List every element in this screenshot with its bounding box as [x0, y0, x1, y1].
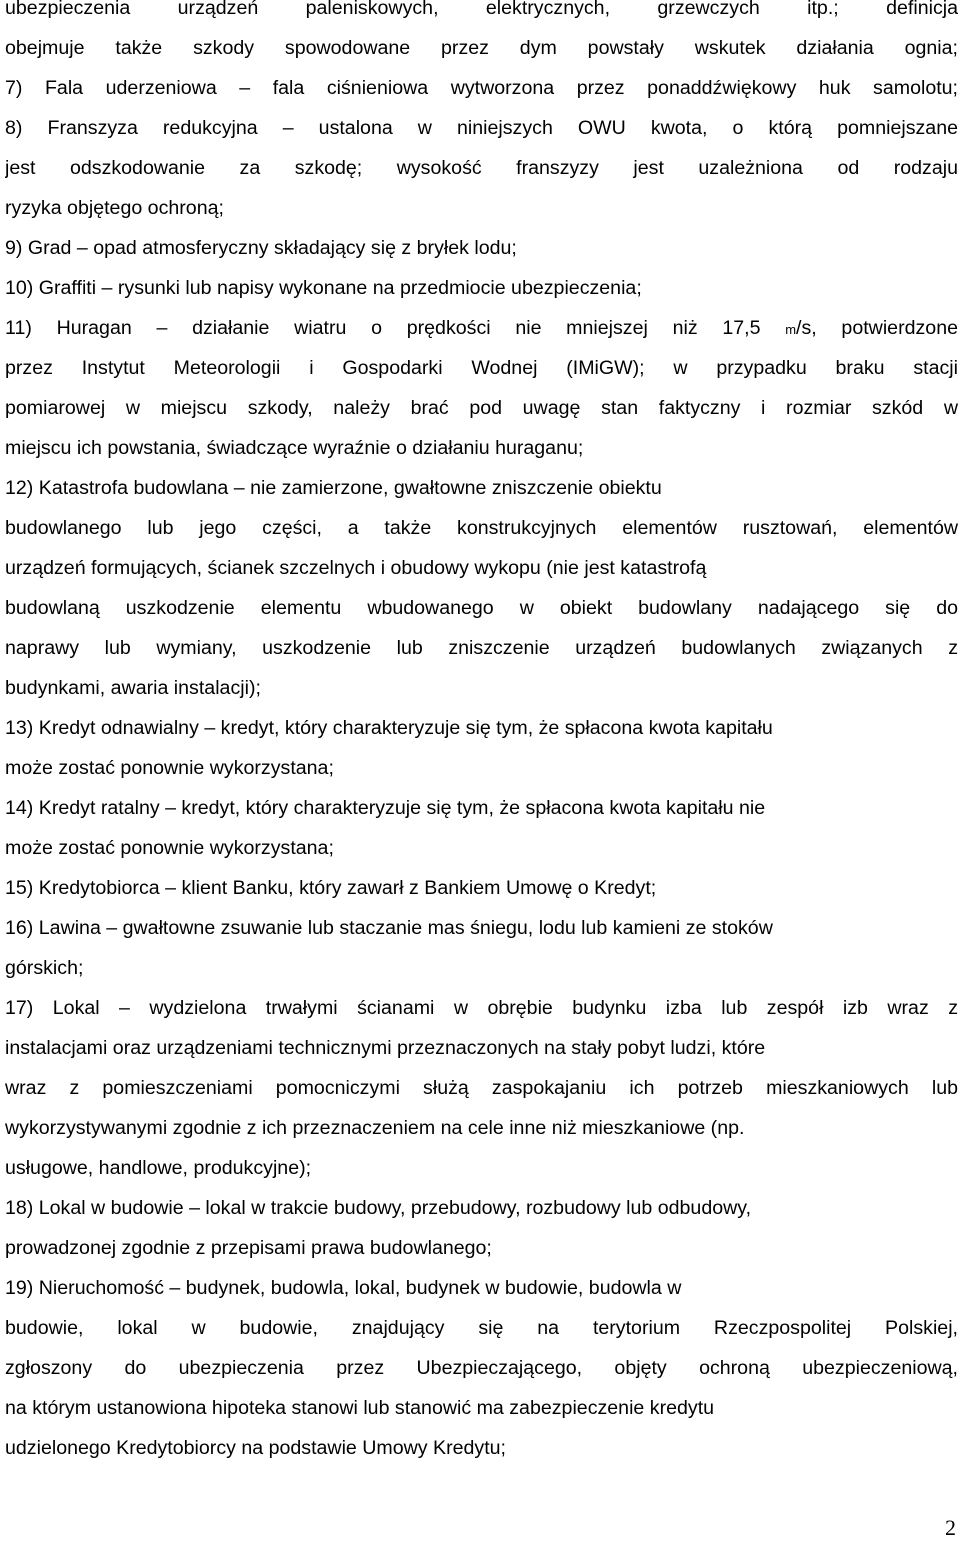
text-segment: 11) Huragan – działanie wiatru o prędkości nie mniejszej niż 17,5 [5, 317, 786, 339]
text-line: może zostać ponownie wykorzystana; [5, 837, 334, 859]
text-segment: /s, potwierdzone [796, 317, 958, 339]
text-line: instalacjami oraz urządzeniami technicznymi przeznaczonych na stały pobyt ludzi, które [5, 1037, 766, 1059]
text-line: 10) Graffiti – rysunki lub napisy wykonane na przedmiocie ubezpieczenia; [5, 277, 642, 299]
text-line: 8) Franszyza redukcyjna – ustalona w niniejszych OWU kwota, o którą pomniejszane [5, 117, 958, 139]
text-line: pomiarowej w miejscu szkody, należy brać pod uwagę stan faktyczny i rozmiar szkód w [5, 397, 958, 419]
text-line: budowlanego lub jego części, a także konstrukcyjnych elementów rusztowań, elementów [5, 517, 958, 539]
text-line: 18) Lokal w budowie – lokal w trakcie budowy, przebudowy, rozbudowy lub odbudowy, [5, 1197, 752, 1219]
text-line [5, 308, 958, 348]
text-line: udzielonego Kredytobiorcy na podstawie Umowy Kredytu; [5, 1437, 506, 1459]
text-line: ryzyka objętego ochroną; [5, 197, 224, 219]
text-line: urządzeń formujących, ścianek szczelnych i obudowy wykopu (nie jest katastrofą [5, 557, 707, 579]
text-line: miejscu ich powstania, świadczące wyraźnie o działaniu huraganu; [5, 437, 584, 459]
text-line: 14) Kredyt ratalny – kredyt, który charakteryzuje się tym, że spłacona kwota kapitału nie [5, 797, 766, 819]
text-line: przez Instytut Meteorologii i Gospodarki Wodnej (IMiGW); w przypadku braku stacji [5, 357, 958, 379]
text-line: 16) Lawina – gwałtowne zsuwanie lub staczanie mas śniegu, lodu lub kamieni ze stoków [5, 917, 773, 939]
text-line: zgłoszony do ubezpieczenia przez Ubezpieczającego, objęty ochroną ubezpieczeniową, [5, 1357, 958, 1379]
text-line: górskich; [5, 957, 84, 979]
text-line: 13) Kredyt odnawialny – kredyt, który charakteryzuje się tym, że spłacona kwota kapitału [5, 717, 773, 739]
text-line: usługowe, handlowe, produkcyjne); [5, 1157, 312, 1179]
unit-text: m [785, 322, 797, 337]
text-line: obejmuje także szkody spowodowane przez dym powstały wskutek działania ognia; [5, 37, 958, 59]
text-line: 12) Katastrofa budowlana – nie zamierzone, gwałtowne zniszczenie obiektu [5, 477, 662, 499]
page-number: 2 [945, 1515, 956, 1540]
text-line: 9) Grad – opad atmosferyczny składający się z bryłek lodu; [5, 237, 517, 259]
text-line: ubezpieczenia urządzeń paleniskowych, elektrycznych, grzewczych itp.; definicja [5, 0, 958, 19]
text-line: jest odszkodowanie za szkodę; wysokość franszyzy jest uzależniona od rodzaju [5, 157, 958, 179]
text-line: wraz z pomieszczeniami pomocniczymi służą zaspokajaniu ich potrzeb mieszkaniowych lub [5, 1077, 958, 1099]
text-line: 15) Kredytobiorca – klient Banku, który zawarł z Bankiem Umowę o Kredyt; [5, 877, 657, 899]
document-page [5, 0, 958, 1468]
text-line: 17) Lokal – wydzielona trwałymi ścianami w obrębie budynku izba lub zespół izb wraz z [5, 997, 958, 1019]
text-line: budowlaną uszkodzenie elementu wbudowanego w obiekt budowlany nadającego się do [5, 597, 958, 619]
text-line: wykorzystywanymi zgodnie z ich przeznaczeniem na cele inne niż mieszkaniowe (np. [5, 1117, 745, 1139]
text-line: 7) Fala uderzeniowa – fala ciśnieniowa wytworzona przez ponaddźwiękowy huk samolotu; [5, 77, 958, 99]
text-line: naprawy lub wymiany, uszkodzenie lub zniszczenie urządzeń budowlanych związanych z [5, 637, 958, 659]
text-line: prowadzonej zgodnie z przepisami prawa budowlanego; [5, 1237, 492, 1259]
text-line: 19) Nieruchomość – budynek, budowla, lokal, budynek w budowie, budowla w [5, 1277, 682, 1299]
document-body [5, 0, 958, 1468]
text-line: na którym ustanowiona hipoteka stanowi lub stanowić ma zabezpieczenie kredytu [5, 1397, 715, 1419]
text-line: może zostać ponownie wykorzystana; [5, 757, 334, 779]
text-line: budowie, lokal w budowie, znajdujący się na terytorium Rzeczpospolitej Polskiej, [5, 1317, 958, 1339]
text-line: budynkami, awaria instalacji); [5, 677, 261, 699]
